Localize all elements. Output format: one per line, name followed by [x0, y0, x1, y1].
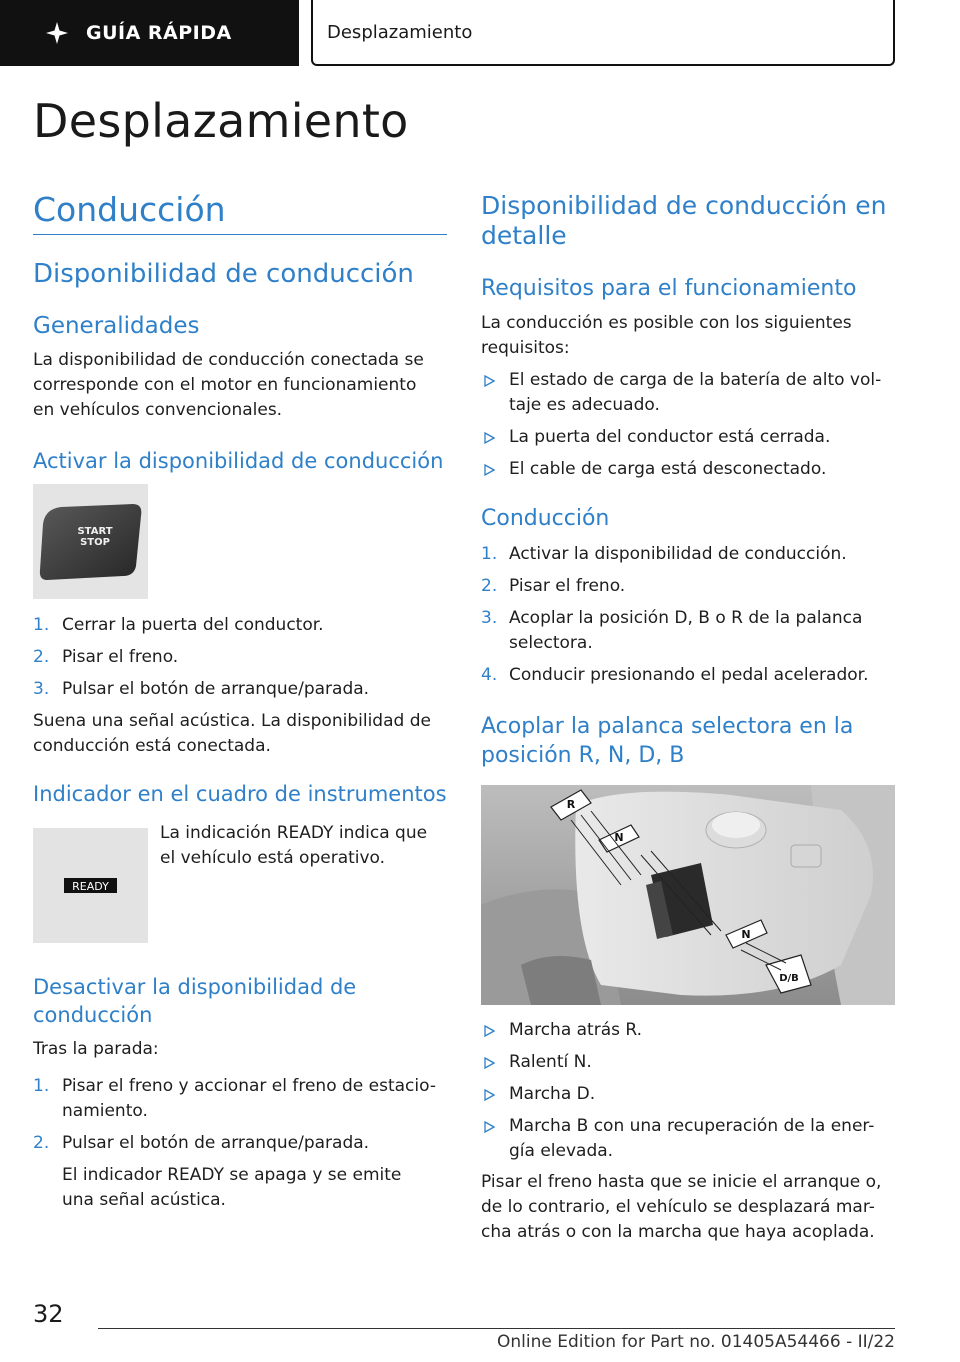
- step-number: 1.: [33, 1076, 50, 1096]
- bullet-triangle-icon: [484, 1025, 495, 1037]
- bullet-triangle-icon: [484, 464, 495, 476]
- gear-text: Marcha D.: [509, 1084, 596, 1104]
- footer-rule: [98, 1328, 895, 1329]
- gear-text: Ralentí N.: [509, 1052, 592, 1072]
- heading-conduccion: Conducción: [33, 190, 226, 229]
- start-label: START: [77, 526, 113, 537]
- section-tab[interactable]: [311, 0, 895, 66]
- bullet-triangle-icon: [484, 1089, 495, 1101]
- step-number: 1.: [481, 544, 498, 564]
- step-text: Pisar el freno y accionar el freno de estacio- namiento.: [62, 1076, 436, 1121]
- step-number: 1.: [33, 615, 50, 635]
- bullet-triangle-icon: [484, 432, 495, 444]
- gear-selector-image: [481, 785, 895, 1005]
- stop-label: STOP: [80, 537, 110, 548]
- heading-disponibilidad: Disponibilidad de conducción: [33, 259, 414, 289]
- heading-activar: Activar la disponibilidad de conducción: [33, 449, 444, 473]
- heading-conduccion-right: Conducción: [481, 506, 610, 531]
- gear-selector-illustration: [481, 785, 895, 1005]
- step-text: Acoplar la posición D, B o R de la palanca selectora.: [509, 608, 863, 653]
- ready-label: READY: [72, 880, 109, 893]
- reverse-label: R: [566, 798, 576, 811]
- page-title: Desplazamiento: [33, 94, 409, 148]
- step-number: 4.: [481, 665, 498, 685]
- step-text: Pisar el freno.: [62, 647, 179, 667]
- paragraph-suena: Suena una señal acústica. La disponibilidad de conducción está conectada.: [33, 711, 431, 756]
- spark-icon: [44, 20, 70, 46]
- heading-detalle: Disponibilidad de conducción en detalle: [481, 191, 887, 250]
- bullet-triangle-icon: [484, 1121, 495, 1133]
- top-bar: [0, 0, 960, 66]
- paragraph-tras: Tras la parada:: [33, 1039, 159, 1059]
- step-number: 2.: [33, 647, 50, 667]
- paragraph-ready-off: El indicador READY se apaga y se emite una señal acústica.: [62, 1165, 402, 1210]
- paragraph-generalidades: La disponibilidad de conducción conectada se corresponde con el motor en funcionamiento en vehículos convencionales.: [33, 350, 424, 420]
- step-number: 2.: [481, 576, 498, 596]
- requirement-text: La puerta del conductor está cerrada.: [509, 427, 831, 447]
- quick-guide-label: GUÍA RÁPIDA: [86, 22, 232, 44]
- step-number: 3.: [33, 679, 50, 699]
- start-stop-image: [33, 484, 148, 599]
- page-number: 32: [33, 1300, 64, 1328]
- bullet-triangle-icon: [484, 1057, 495, 1069]
- step-text: Pulsar el botón de arranque/parada.: [62, 1133, 370, 1153]
- step-number: 3.: [481, 608, 498, 628]
- heading-generalidades: Generalidades: [33, 313, 200, 339]
- quick-guide-tab[interactable]: [0, 0, 299, 66]
- step-number: 2.: [33, 1133, 50, 1153]
- step-text: Activar la disponibilidad de conducción.: [509, 544, 847, 564]
- neutral-label-bottom: N: [741, 928, 751, 941]
- bullet-triangle-icon: [484, 375, 495, 387]
- requirement-text: El estado de carga de la batería de alto vol- taje es adecuado.: [509, 370, 882, 415]
- gear-text: Marcha B con una recuperación de la ener- gía elevada.: [509, 1116, 875, 1161]
- section-tab-label: Desplazamiento: [327, 21, 473, 43]
- paragraph-requisitos: La conducción es posible con los siguientes requisitos:: [481, 313, 852, 358]
- step-text: Cerrar la puerta del conductor.: [62, 615, 324, 635]
- heading-acoplar: Acoplar la palanca selectora en la posición R, N, D, B: [481, 714, 854, 768]
- heading-desactivar: Desactivar la disponibilidad de conducción: [33, 975, 357, 1027]
- requirement-text: El cable de carga está desconectado.: [509, 459, 827, 479]
- step-text: Pisar el freno.: [509, 576, 626, 596]
- ready-indicator-illustration: [33, 828, 148, 943]
- step-text: Pulsar el botón de arranque/parada.: [62, 679, 370, 699]
- neutral-label-top: N: [614, 831, 624, 844]
- paragraph-indicador: La indicación READY indica que el vehículo está operativo.: [160, 823, 428, 868]
- heading-requisitos: Requisitos para el funcionamiento: [481, 276, 857, 301]
- step-text: Conducir presionando el pedal acelerador.: [509, 665, 869, 685]
- paragraph-pisar: Pisar el freno hasta que se inicie el arranque o, de lo contrario, el vehículo se desplazará mar- cha atrás o con la marcha que haya acoplada.: [481, 1172, 882, 1242]
- drive-brake-label: D/B: [779, 973, 799, 984]
- heading-rule: [33, 234, 447, 235]
- heading-indicador: Indicador en el cuadro de instrumentos: [33, 782, 447, 806]
- ready-indicator-image: [33, 828, 148, 943]
- start-stop-button-illustration: [33, 484, 148, 599]
- gear-text: Marcha atrás R.: [509, 1020, 643, 1040]
- footer-edition: Online Edition for Part no. 01405A54466 - II/22: [496, 1332, 895, 1352]
